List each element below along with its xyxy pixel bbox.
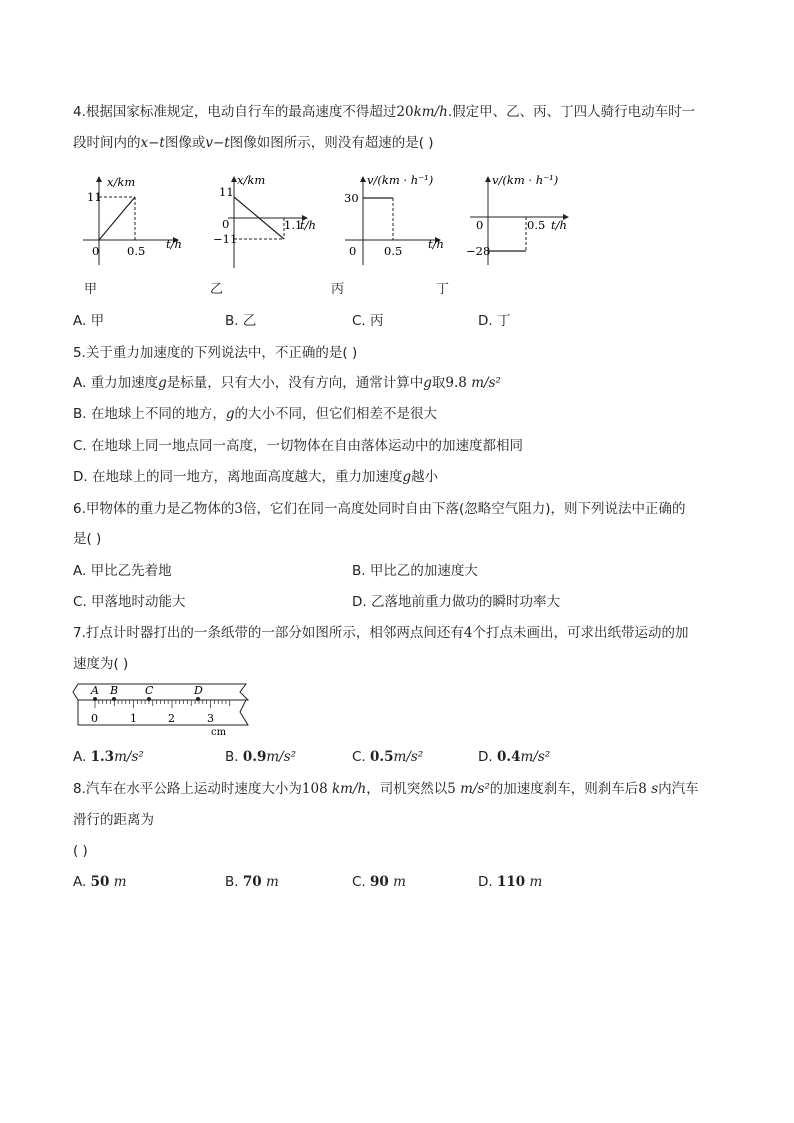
q8-stem-text: 内汽车 <box>658 781 699 797</box>
q5-option-c[interactable]: C. 在地球上同一地点同一高度，一切物体在自由落体运动中的加速度都相同 <box>73 438 524 454</box>
q7-option-a-label: A. <box>73 749 91 765</box>
q7-stem-line1 <box>73 624 688 642</box>
q8-option-d-unit: m <box>529 874 543 890</box>
q8-stem-line1 <box>73 780 699 798</box>
q5-g-symbol: g <box>423 375 432 391</box>
tape-label-b: B <box>110 684 119 697</box>
q4-stem-text: 段时间内的 <box>73 135 141 151</box>
q8-option-b-label: B. <box>225 874 243 890</box>
q8-acc-unit: m/s² <box>460 781 490 797</box>
q8-speed-unit: km/h <box>331 781 367 797</box>
q8-option-d[interactable] <box>478 873 542 891</box>
q7-option-a[interactable] <box>73 748 144 766</box>
q4-stem-line1 <box>73 103 695 121</box>
q7-option-c[interactable] <box>352 748 423 766</box>
q7-option-d-value: 0.4 <box>496 749 521 765</box>
q6-stem-line2: 是( ) <box>73 531 102 547</box>
graph-bing-yval: 30 <box>344 191 359 205</box>
q4-stem-text: 4.根据国家标准规定，电动自行车的最高速度不得超过 <box>73 104 397 120</box>
q6-option-d[interactable]: D. 乙落地前重力做功的瞬时功率大 <box>352 594 560 610</box>
q6-option-c[interactable]: C. 甲落地时动能大 <box>73 594 186 610</box>
q6-option-b[interactable]: B. 甲比乙的加速度大 <box>352 563 478 579</box>
q8-time-unit: s <box>651 781 659 797</box>
q8-option-c-value: 90 <box>370 874 389 890</box>
q5-g-symbol: g <box>402 469 412 485</box>
q7-option-d-unit: m/s² <box>520 749 551 765</box>
q4-stem-line2 <box>73 134 434 152</box>
q6-options-row1 <box>73 562 733 580</box>
q7-option-d-label: D. <box>478 749 497 765</box>
graph-ding-name: 丁 <box>436 282 450 297</box>
q8-option-a-value: 50 <box>90 874 110 890</box>
q5-stem: 5.关于重力加速度的下列说法中，不正确的是( ) <box>73 345 358 361</box>
q7-option-c-unit: m/s² <box>393 749 424 765</box>
q5-option-a-text: 是标量，只有大小，没有方向，通常计算中 <box>166 375 424 391</box>
q8-option-a[interactable] <box>73 873 127 891</box>
q8-options <box>73 873 733 891</box>
graph-yi-ybottom: −11 <box>213 232 238 246</box>
graph-ding-xval: 0.5 <box>527 218 546 232</box>
q7-option-a-unit: m/s² <box>114 749 144 765</box>
q7-option-b-value: 0.9 <box>242 749 267 765</box>
ruler-unit: cm <box>211 727 227 738</box>
q8-time: 8 <box>638 781 647 797</box>
graph-bing-ylabel: v/(km · h⁻¹) <box>367 173 434 187</box>
q5-option-b[interactable] <box>73 405 437 423</box>
q4-stem-text: 图像或 <box>164 135 206 151</box>
graph-jia <box>83 175 182 265</box>
q6-stem-line1 <box>73 500 686 518</box>
q5-g-symbol: g <box>158 375 167 391</box>
q7-option-b[interactable] <box>225 748 296 766</box>
q4-option-d[interactable]: D. 丁 <box>478 313 511 329</box>
q7-option-a-value: 1.3 <box>90 749 115 765</box>
q4-options <box>73 312 733 330</box>
q7-stem-line2: 速度为( ) <box>73 656 129 672</box>
q4-option-a[interactable]: A. 甲 <box>73 313 105 329</box>
graph-ding-yval: −28 <box>466 244 491 258</box>
q8-stem-text: 8.汽车在水平公路上运动时速度大小为 <box>73 781 302 797</box>
graph-jia-ylabel: x/km <box>107 175 136 189</box>
q7-stem-text: 7.打点计时器打出的一条纸带的一部分如图所示，相邻两点间还有 <box>73 625 464 641</box>
q4-vt-symbol: v−t <box>205 135 230 151</box>
q7-option-c-value: 0.5 <box>370 749 394 765</box>
tape-dot-b <box>112 697 116 701</box>
q6-stem-text: 倍，它们在同一高度处同时自由下落(忽略空气阻力)，则下列说法中正确的 <box>242 501 686 517</box>
tape-dot-c <box>147 697 151 701</box>
q4-speed-unit: km/h <box>413 104 448 120</box>
q4-xt-symbol: x−t <box>140 135 165 151</box>
q7-option-d[interactable] <box>478 748 550 766</box>
tape-label-a: A <box>91 684 99 697</box>
graph-bing-origin: 0 <box>349 244 357 258</box>
graph-bing-xval: 0.5 <box>384 244 403 258</box>
ruler-tick-3: 3 <box>207 712 214 725</box>
q6-options-row2 <box>73 593 733 611</box>
graph-ding <box>466 173 568 265</box>
graph-jia-origin: 0 <box>92 244 100 258</box>
q8-option-c-unit: m <box>393 874 406 890</box>
q5-option-a[interactable] <box>73 374 501 392</box>
tape-label-c: C <box>145 684 154 697</box>
q8-stem-text: 的加速度刹车，则刹车后 <box>489 781 639 797</box>
q6-stem-text: 6.甲物体的重力是乙物体的 <box>73 501 235 517</box>
q7-option-b-label: B. <box>225 749 243 765</box>
graph-ding-origin: 0 <box>476 218 484 232</box>
q6-option-a[interactable]: A. 甲比乙先着地 <box>73 563 172 579</box>
q5-g-value: 9.8 <box>445 375 467 391</box>
q8-speed: 108 <box>301 781 328 797</box>
q4-graphs <box>0 160 794 300</box>
q8-option-b-value: 70 <box>242 874 262 890</box>
q8-option-b-unit: m <box>265 874 279 890</box>
graph-jia-xval: 0.5 <box>127 244 146 258</box>
graph-bing <box>344 173 444 265</box>
q8-option-c-label: C. <box>352 874 371 890</box>
ruler-tick-1: 1 <box>130 712 137 725</box>
graph-ding-xlabel: t/h <box>551 218 567 232</box>
q5-option-d[interactable] <box>73 468 438 486</box>
q5-option-a-text: A. 重力加速度 <box>73 375 159 391</box>
q7-tape-figure <box>70 680 260 740</box>
ruler-tick-0: 0 <box>91 712 98 725</box>
q8-option-d-label: D. <box>478 874 497 890</box>
graph-jia-yval: 11 <box>87 190 102 204</box>
graph-jia-name: 甲 <box>84 282 98 297</box>
q8-stem-line2: 滑行的距离为 <box>73 812 154 828</box>
graph-yi-name: 乙 <box>210 282 224 297</box>
tape-label-d: D <box>194 684 203 697</box>
graph-yi-ylabel: x/km <box>237 173 266 187</box>
q5-option-b-text: B. 在地球上不同的地方， <box>73 406 226 422</box>
q4-stem-text: .假定甲、乙、丙、丁四人骑行电动车时一 <box>447 104 696 120</box>
q8-stem-text: ，司机突然以 <box>366 781 448 797</box>
q5-option-b-text: 的大小不同，但它们相差不是很大 <box>234 406 437 422</box>
graph-yi <box>213 173 316 268</box>
graph-yi-ytop: 11 <box>219 185 234 199</box>
tape-dot-d <box>196 697 200 701</box>
q8-option-c[interactable] <box>352 873 406 891</box>
graph-bing-name: 丙 <box>331 282 345 297</box>
q8-option-b[interactable] <box>225 873 279 891</box>
q5-g-unit: m/s² <box>471 375 501 391</box>
q8-option-a-unit: m <box>113 874 127 890</box>
q8-stem-line3: ( ) <box>73 843 88 859</box>
q4-option-b[interactable]: B. 乙 <box>225 313 257 329</box>
graph-ding-ylabel: v/(km · h⁻¹) <box>492 173 559 187</box>
q7-options <box>73 748 733 766</box>
graph-jia-xlabel: t/h <box>166 237 182 251</box>
q8-acc: 5 <box>447 781 456 797</box>
q7-stem-text: 个打点未画出，可求出纸带运动的加 <box>472 625 689 641</box>
q8-option-d-value: 110 <box>496 874 526 890</box>
q5-option-d-text: 越小 <box>411 469 439 485</box>
q5-option-a-text: 取 <box>431 375 446 391</box>
q7-count: 4 <box>463 625 473 641</box>
q6-times: 3 <box>234 501 243 517</box>
q5-option-d-text: D. 在地球上的同一地方，离地面高度越大，重力加速度 <box>73 469 403 485</box>
q7-option-b-unit: m/s² <box>266 749 297 765</box>
q7-option-c-label: C. <box>352 749 371 765</box>
graph-yi-xval: 1.1 <box>284 218 303 232</box>
q4-option-c[interactable]: C. 丙 <box>352 313 384 329</box>
q4-stem-text: 图像如图所示，则没有超速的是( ) <box>229 135 434 151</box>
graph-yi-origin: 0 <box>222 217 230 231</box>
tape-dot-a <box>93 697 97 701</box>
q8-option-a-label: A. <box>73 874 91 890</box>
q5-g-symbol: g <box>225 406 235 422</box>
graph-yi-xlabel: t/h <box>300 218 316 232</box>
q4-speed-limit: 20 <box>396 104 414 120</box>
graph-bing-xlabel: t/h <box>428 237 444 251</box>
ruler-tick-2: 2 <box>168 712 175 725</box>
